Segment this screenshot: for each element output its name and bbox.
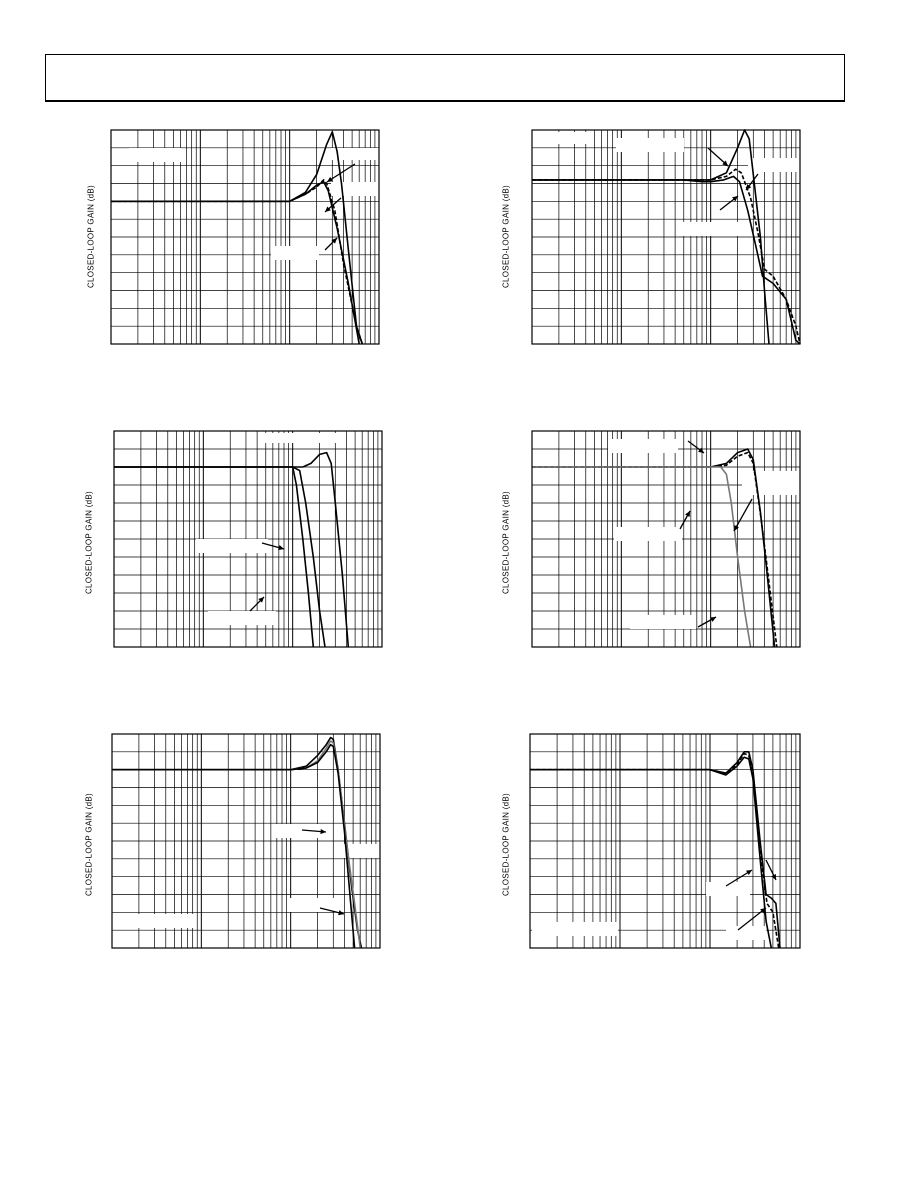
page-header-box bbox=[45, 54, 845, 102]
annotation-box bbox=[331, 182, 379, 196]
annotation-box bbox=[748, 158, 800, 172]
series-line-3 bbox=[530, 757, 771, 948]
series-line-2 bbox=[530, 754, 779, 948]
annotation-arrow bbox=[734, 499, 752, 531]
chart-2 bbox=[532, 130, 800, 344]
annotation-box bbox=[608, 439, 678, 453]
annotation-box bbox=[742, 471, 800, 495]
annotation-box bbox=[534, 132, 594, 144]
chart-3 bbox=[114, 431, 382, 647]
annotation-box bbox=[196, 539, 268, 553]
annotation-box bbox=[262, 433, 346, 443]
annotation-box bbox=[532, 922, 618, 936]
annotation-box bbox=[271, 246, 319, 260]
series-line-2 bbox=[532, 169, 800, 344]
annotation-box bbox=[630, 615, 696, 629]
series-line-2 bbox=[111, 180, 362, 344]
annotation-box bbox=[616, 138, 684, 152]
annotation-box bbox=[678, 222, 738, 236]
y-axis-label-4: CLOSED-LOOP GAIN (dB) bbox=[501, 490, 511, 595]
annotation-box bbox=[114, 914, 194, 928]
chart-4 bbox=[532, 431, 800, 647]
annotation-box bbox=[726, 926, 766, 940]
series-line-3 bbox=[111, 182, 359, 344]
series-line-1 bbox=[111, 132, 362, 344]
y-axis-label-2: CLOSED-LOOP GAIN (dB) bbox=[501, 184, 511, 289]
annotation-box bbox=[208, 611, 276, 625]
chart-1 bbox=[111, 130, 379, 344]
y-axis-label-1: CLOSED-LOOP GAIN (dB) bbox=[86, 184, 96, 289]
y-axis-label-3: CLOSED-LOOP GAIN (dB) bbox=[84, 490, 94, 595]
y-axis-label-5: CLOSED-LOOP GAIN (dB) bbox=[84, 792, 94, 897]
chart-5 bbox=[112, 734, 380, 948]
annotation-arrowhead bbox=[338, 910, 344, 915]
series-line-1 bbox=[530, 752, 780, 948]
annotation-box bbox=[614, 527, 682, 541]
annotation-box bbox=[129, 148, 181, 162]
annotation-box bbox=[344, 844, 380, 858]
y-axis-label-6: CLOSED-LOOP GAIN (dB) bbox=[501, 792, 511, 897]
chart-6 bbox=[530, 734, 800, 948]
